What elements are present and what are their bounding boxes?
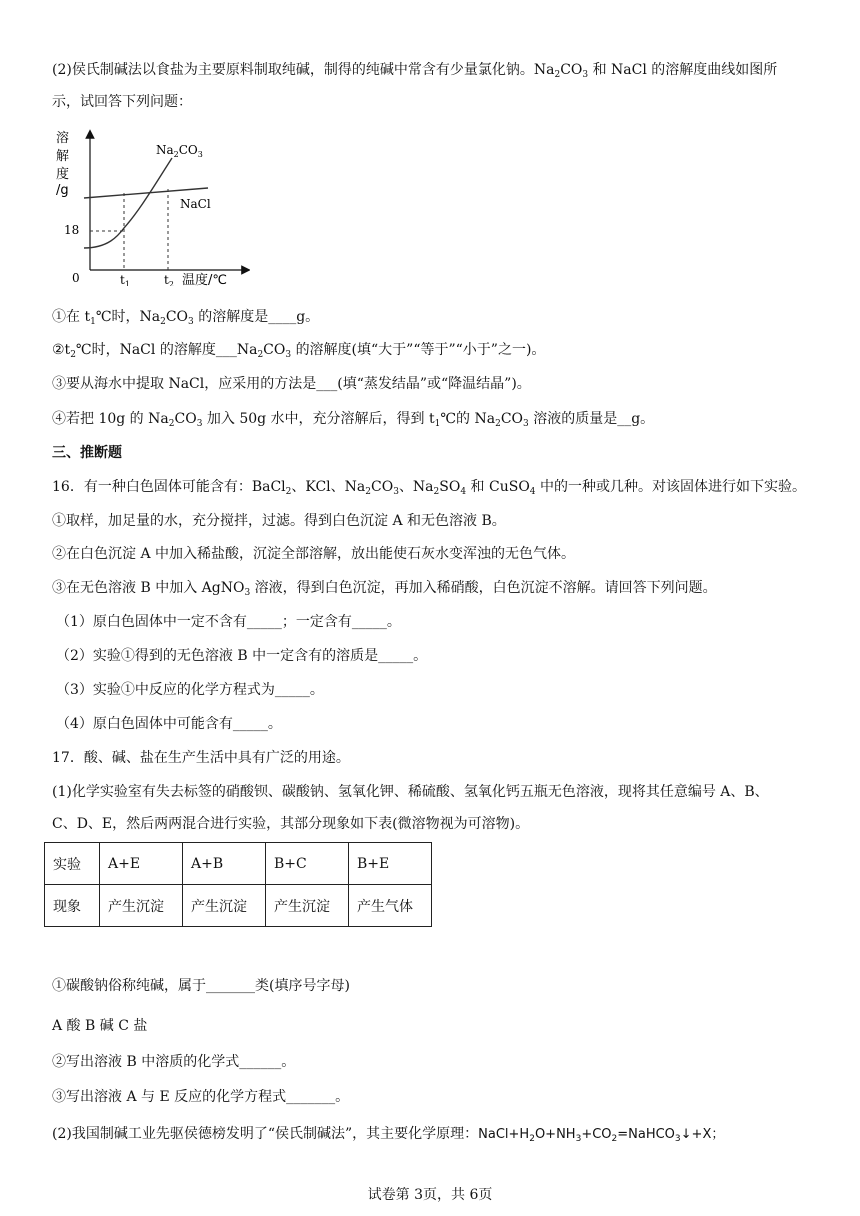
q15-part2-intro-line1: (2)侯氏制碱法以食盐为主要原料制取纯碱，制得的纯碱中常含有少量氯化钠。$Na_2CO_3$ 和 NaCl 的溶解度曲线如图所 [52,62,778,80]
x-axis-label: 温度/℃ [182,273,227,286]
q17-part2: (2)我国制碱工业先驱侯德榜发明了“侯氏制碱法”，其主要化学原理：$NaCl+H_2O+NH_3+CO_2=NaHCO_3↓+X$； [52,1126,725,1144]
y-axis-label [56,130,73,198]
origin-label: 0 [72,271,80,285]
table-row [45,843,432,885]
q17-sub3: ③写出溶液 A 与 E 反应的化学方程式_______。 [52,1089,350,1105]
table-cell: 产生气体 [349,885,432,927]
table-cell: A+E [100,843,183,885]
q16-step1: ①取样，加足量的水，充分搅拌，过滤。得到白色沉淀 A 和无色溶液 B。 [52,513,506,529]
q16-step2: ②在白色沉淀 A 中加入稀盐酸，沉淀全部溶解，放出能使石灰水变浑浊的无色气体。 [52,546,576,562]
table-cell: B+E [349,843,432,885]
section-title: 三、推断题 [52,445,122,461]
series-label-nacl: NaCl [180,197,211,211]
q17-part1-line1: (1)化学实验室有失去标签的硝酸钡、碳酸钠、氢氧化钾、稀硫酸、氢氧化钙五瓶无色溶液，现将其任意编号 A、B、 [52,784,769,800]
q16-step3: ③在无色溶液 B 中加入 AgNO$_3$ 溶液，得到白色沉淀，再加入稀硝酸，白色沉淀不溶解。请回答下列问题。 [52,580,717,598]
q15-part2-intro-line2: 示，试回答下列问题： [52,94,192,110]
series-line-na2co3 [84,158,172,248]
table-row [45,885,432,927]
table-cell: B+C [266,843,349,885]
q16-sub4: （4）原白色固体中可能含有_____。 [56,716,282,732]
table-cell: 实验 [45,843,100,885]
q16-intro: 16．有一种白色固体可能含有：BaCl$_2$、KCl、$Na_2CO_3$、$Na_2SO_4$ 和 CuSO$_4$ 中的一种或几种。对该固体进行如下实验。 [52,479,806,497]
ylabel-char-4: /g [56,183,69,198]
table-cell: 产生沉淀 [266,885,349,927]
series-label-na2co3: $Na_2CO_3$ [156,143,203,159]
ylabel-char-3: 度 [56,167,70,182]
q17-sub2: ②写出溶液 B 中溶质的化学式______。 [52,1054,296,1070]
q15-sub1: ①在 $t_1℃$时，$Na_2CO_3$ 的溶解度是____g。 [52,309,320,327]
q15-sub4: ④若把 10g 的 $Na_2CO_3$ 加入 50g 水中，充分溶解后，得到 $t_1℃$的 $Na_2CO_3$ 溶液的质量是__g。 [52,411,655,429]
x-tick-t2: $t_2$ [164,273,174,286]
ylabel-char-1: 溶 [56,131,70,146]
solubility-chart [50,128,250,286]
q17-sub1: ①碳酸钠俗称纯碱，属于_______类(填序号字母) [52,978,350,994]
q16-sub3: （3）实验①中反应的化学方程式为_____。 [56,682,324,698]
q16-sub1: （1）原白色固体中一定不含有_____；一定含有_____。 [56,614,401,630]
table-cell: A+B [183,843,266,885]
q15-sub3: ③要从海水中提取 NaCl，应采用的方法是___(填“蒸发结晶”或“降温结晶”)。 [52,376,531,392]
table-cell: 产生沉淀 [183,885,266,927]
experiment-table [44,842,432,927]
table-cell: 现象 [45,885,100,927]
q15-sub2: $②t_2℃$时，NaCl 的溶解度$\_\_\_Na_2CO_3$ 的溶解度(填“大于”“等于”“小于”之一)。 [52,342,546,360]
q16-sub2: （2）实验①得到的无色溶液 B 中一定含有的溶质是_____。 [56,648,428,664]
q17-part1-line2: C、D、E，然后两两混合进行实验，其部分现象如下表(微溶物视为可溶物)。 [52,816,530,832]
page-footer: 试卷第 3页，共 6页 [367,1187,493,1203]
y-tick-label: 18 [64,223,80,237]
q17-intro: 17．酸、碱、盐在生产生活中具有广泛的用途。 [52,750,350,766]
q17-options: A 酸 B 碱 C 盐 [52,1018,148,1034]
ylabel-char-2: 解 [56,149,70,164]
table-cell: 产生沉淀 [100,885,183,927]
x-tick-t1: $t_1$ [120,273,130,286]
